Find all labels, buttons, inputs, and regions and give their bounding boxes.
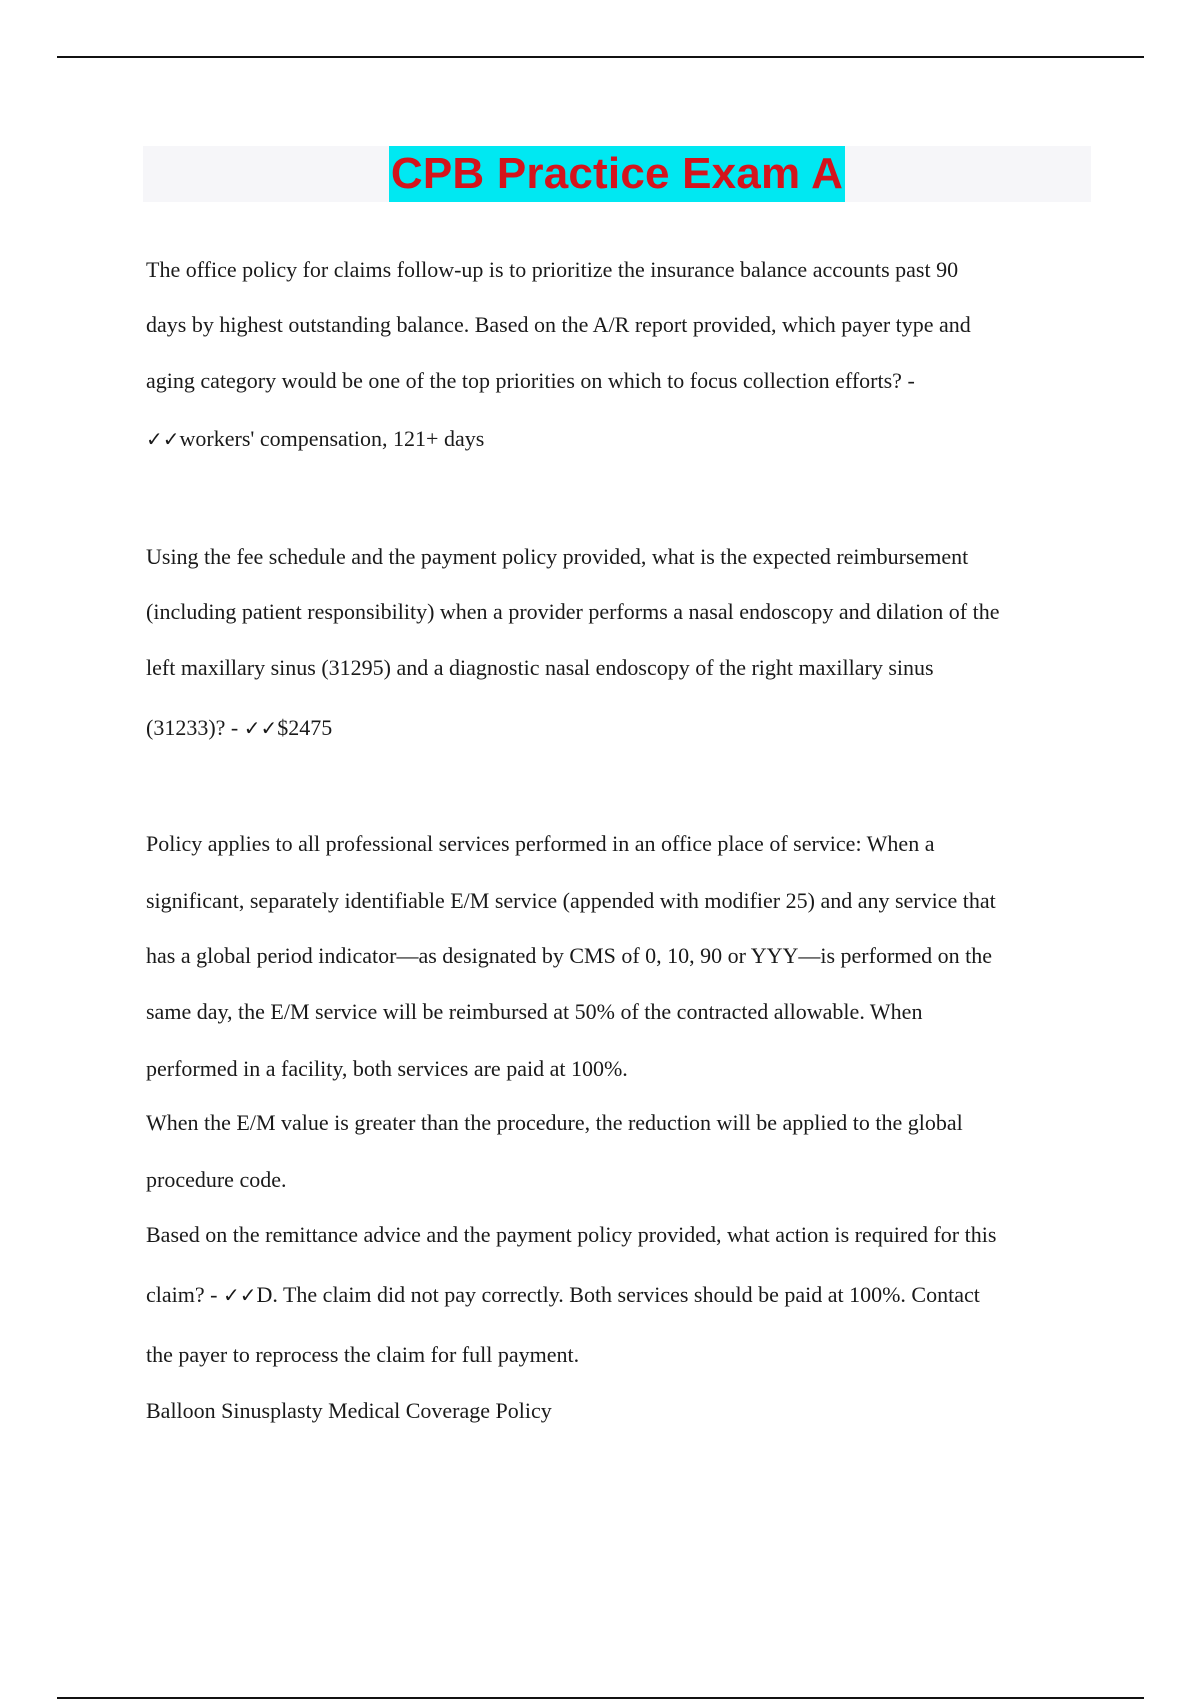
q1-line-2: days by highest outstanding balance. Based on the A/R report provided, which payer type and xyxy=(146,312,971,337)
q3-line-8: Based on the remittance advice and the payment policy provided, what action is required for this xyxy=(146,1222,997,1247)
page-title: CPB Practice Exam A xyxy=(389,146,845,202)
q2-line-2: (including patient responsibility) when a provider performs a nasal endoscopy and dilation of the xyxy=(146,599,1000,624)
q1-line-3: aging category would be one of the top priorities on which to focus collection efforts? - xyxy=(146,368,915,393)
q3-line-2: significant, separately identifiable E/M service (appended with modifier 25) and any service that xyxy=(146,888,996,913)
q3-answer-continued: the payer to reprocess the claim for full payment. xyxy=(146,1342,580,1367)
q3-answer: D. The claim did not pay correctly. Both services should be paid at 100%. Contact xyxy=(256,1282,980,1307)
q4-line-1: Balloon Sinusplasty Medical Coverage Policy xyxy=(146,1398,552,1423)
q1-answer-line xyxy=(146,425,484,453)
q1-answer: workers' compensation, 121+ days xyxy=(179,426,485,451)
q2-answer-line xyxy=(146,714,332,742)
q3-line-4: same day, the E/M service will be reimbursed at 50% of the contracted allowable. When xyxy=(146,999,923,1024)
check-icon: ✓✓ xyxy=(222,1283,257,1307)
q2-answer: $2475 xyxy=(277,715,333,740)
bottom-rule xyxy=(57,1697,1144,1699)
q3-line-6: When the E/M value is greater than the procedure, the reduction will be applied to the global xyxy=(146,1110,963,1135)
q3-answer-line xyxy=(146,1281,980,1309)
q1-line-1: The office policy for claims follow-up is to prioritize the insurance balance accounts past 90 xyxy=(146,257,959,282)
check-icon: ✓✓ xyxy=(243,716,278,740)
q3-line-7: procedure code. xyxy=(146,1167,287,1192)
q2-line-4-prefix: (31233)? - xyxy=(146,715,244,740)
q3-line-1: Policy applies to all professional services performed in an office place of service: When a xyxy=(146,831,935,856)
q2-line-1: Using the fee schedule and the payment policy provided, what is the expected reimbursement xyxy=(146,544,969,569)
q3-line-3: has a global period indicator—as designated by CMS of 0, 10, 90 or YYY—is performed on the xyxy=(146,943,993,968)
q3-line-5: performed in a facility, both services are paid at 100%. xyxy=(146,1056,628,1081)
q2-line-3: left maxillary sinus (31295) and a diagnostic nasal endoscopy of the right maxillary sinus xyxy=(146,655,934,680)
top-rule xyxy=(57,56,1144,58)
check-icon: ✓✓ xyxy=(146,427,180,451)
title-band xyxy=(143,146,1091,202)
q3-line-9-prefix: claim? - xyxy=(146,1282,223,1307)
